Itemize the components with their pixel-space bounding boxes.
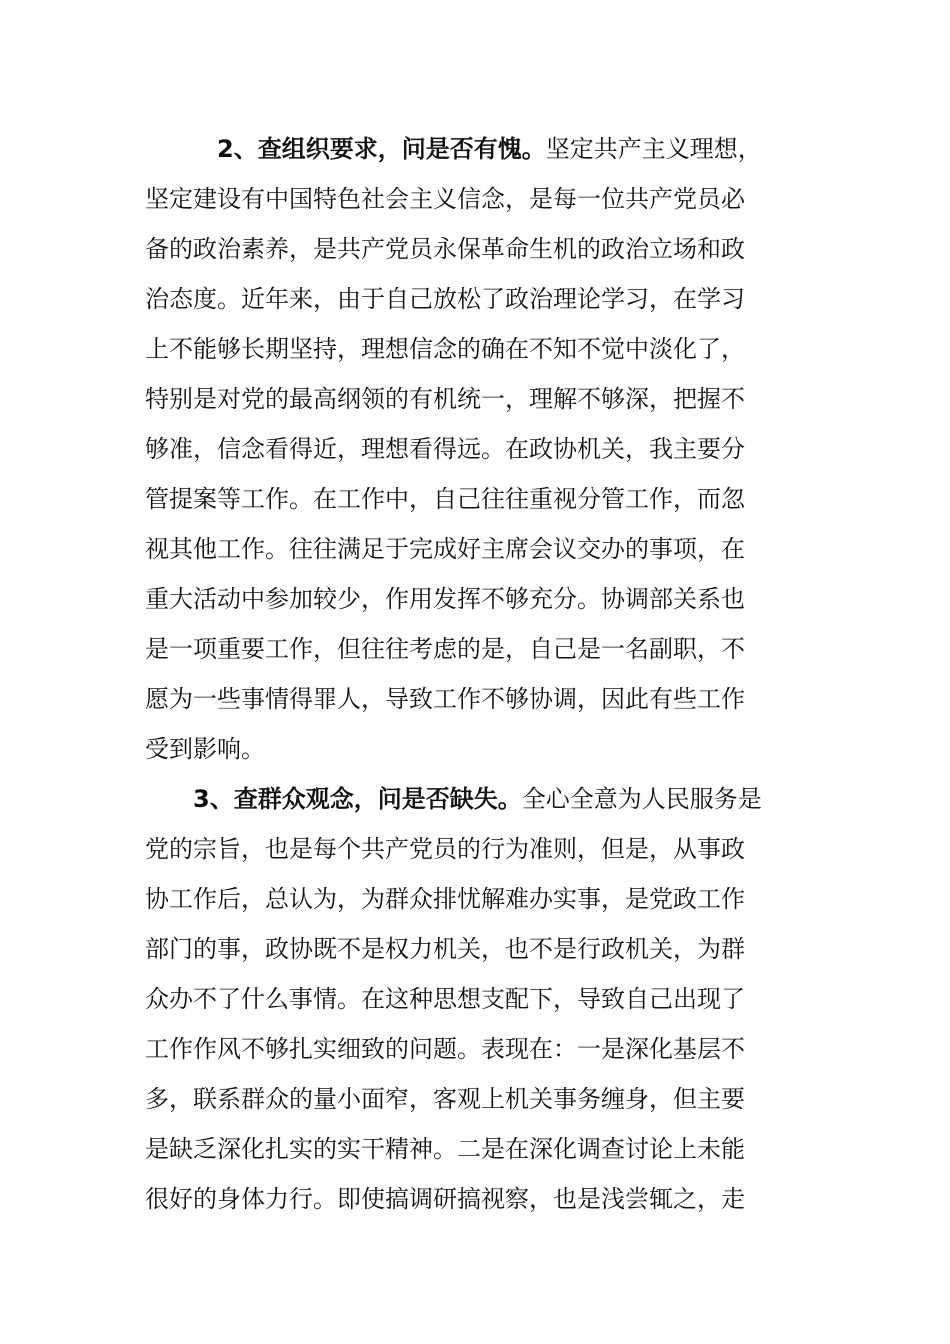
paragraph-line: 坚定建设有中国特色社会主义信念，是每一位共产党员必 [145, 185, 745, 213]
paragraph-line: 愿为一些事情得罪人，导致工作不够协调，因此有些工作 [145, 685, 745, 713]
paragraph-line: 治态度。近年来，由于自己放松了政治理论学习，在学习 [145, 285, 745, 313]
document-page [145, 124, 810, 1224]
paragraph-line [145, 124, 810, 174]
paragraph-3 [145, 774, 810, 1224]
paragraph-line: 上不能够长期坚持，理想信念的确在不知不觉中淡化了， [145, 335, 745, 363]
paragraph-line: 众办不了什么事情。在这种思想支配下，导致自己出现了 [145, 985, 745, 1013]
paragraph-line [145, 774, 810, 824]
paragraph-line: 备的政治素养，是共产党员永保革命生机的政治立场和政 [145, 235, 745, 263]
paragraph-line: 党的宗旨，也是每个共产党员的行为准则，但是，从事政 [145, 835, 745, 863]
paragraph-line: 很好的身体力行。即使搞调研搞视察，也是浅尝辄之，走 [145, 1185, 745, 1213]
paragraph-line: 工作作风不够扎实细致的问题。表现在：一是深化基层不 [145, 1035, 745, 1063]
paragraph-line: 多，联系群众的量小面窄，客观上机关事务缠身，但主要 [145, 1085, 745, 1113]
paragraph-line: 够准，信念看得近，理想看得远。在政协机关，我主要分 [145, 435, 745, 463]
paragraph-line: 是缺乏深化扎实的实干精神。二是在深化调查讨论上未能 [145, 1135, 745, 1163]
paragraph-line: 管提案等工作。在工作中，自己往往重视分管工作，而忽 [145, 485, 745, 513]
paragraph-line: 特别是对党的最高纲领的有机统一，理解不够深，把握不 [145, 385, 745, 413]
body-text: 全心全意为人民服务是 [521, 785, 762, 813]
body-text: 坚定共产主义理想， [545, 135, 762, 163]
paragraph-line: 重大活动中参加较少，作用发挥不够充分。协调部关系也 [145, 585, 745, 613]
paragraph-line: 受到影响。 [145, 735, 265, 763]
section-heading: 2、查组织要求，问是否有愧。 [217, 135, 546, 163]
paragraph-2 [145, 124, 810, 774]
paragraph-line: 视其他工作。往往满足于完成好主席会议交办的事项，在 [145, 535, 745, 563]
section-heading: 3、查群众观念，问是否缺失。 [193, 785, 522, 813]
paragraph-line: 协工作后，总认为，为群众排忧解难办实事，是党政工作 [145, 885, 745, 913]
paragraph-line: 部门的事，政协既不是权力机关，也不是行政机关，为群 [145, 935, 745, 963]
paragraph-line: 是一项重要工作，但往往考虑的是，自己是一名副职，不 [145, 635, 745, 663]
